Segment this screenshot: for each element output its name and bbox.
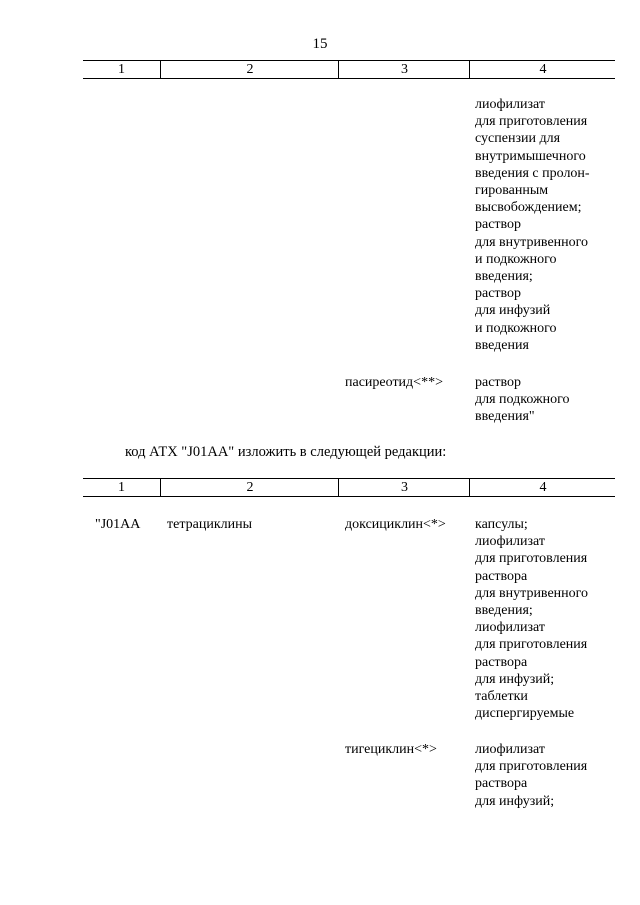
dosage-forms-doxycycline: капсулы; лиофилизат для приготовления раствора для внутривенного введения; лиофилизат для приготовления раствора для инфузий; таблетки диспергируемые (475, 517, 589, 722)
column-header-4: 4 (469, 479, 616, 496)
column-header-4: 4 (469, 61, 616, 78)
page-number: 15 (312, 36, 328, 52)
drug-name-doxycycline: доксициклин<*> (345, 517, 446, 532)
drug-name-tigecycline: тигециклин<*> (345, 742, 437, 757)
drug-name-pasireotide: пасиреотид<**> (345, 375, 443, 390)
column-header-2: 2 (160, 61, 339, 78)
dosage-forms-tigecycline: лиофилизат для приготовления раствора для инфузий; (475, 742, 588, 809)
column-header-3: 3 (338, 479, 470, 496)
column-header-2: 2 (160, 479, 339, 496)
column-header-3: 3 (338, 61, 470, 78)
table-header-row-1 (83, 60, 615, 79)
dosage-forms-pasireotide: раствор для подкожного введения" (475, 375, 570, 425)
column-header-1: 1 (118, 480, 125, 495)
column-header-1: 1 (118, 62, 125, 77)
pharmacological-group: тетрациклины (167, 517, 252, 532)
continued-dosage-forms: лиофилизат для приготовления суспензии для внутримышечного введения с пролон- гированным высвобождением; раствор для внутривенного и подкожного введения; раствор для инфузий и подкожного введения (475, 97, 590, 353)
atc-code: "J01AA (95, 517, 141, 532)
table-header-row-2 (83, 478, 615, 497)
amendment-intro: код АТХ "J01AA" изложить в следующей редакции: (125, 444, 447, 460)
